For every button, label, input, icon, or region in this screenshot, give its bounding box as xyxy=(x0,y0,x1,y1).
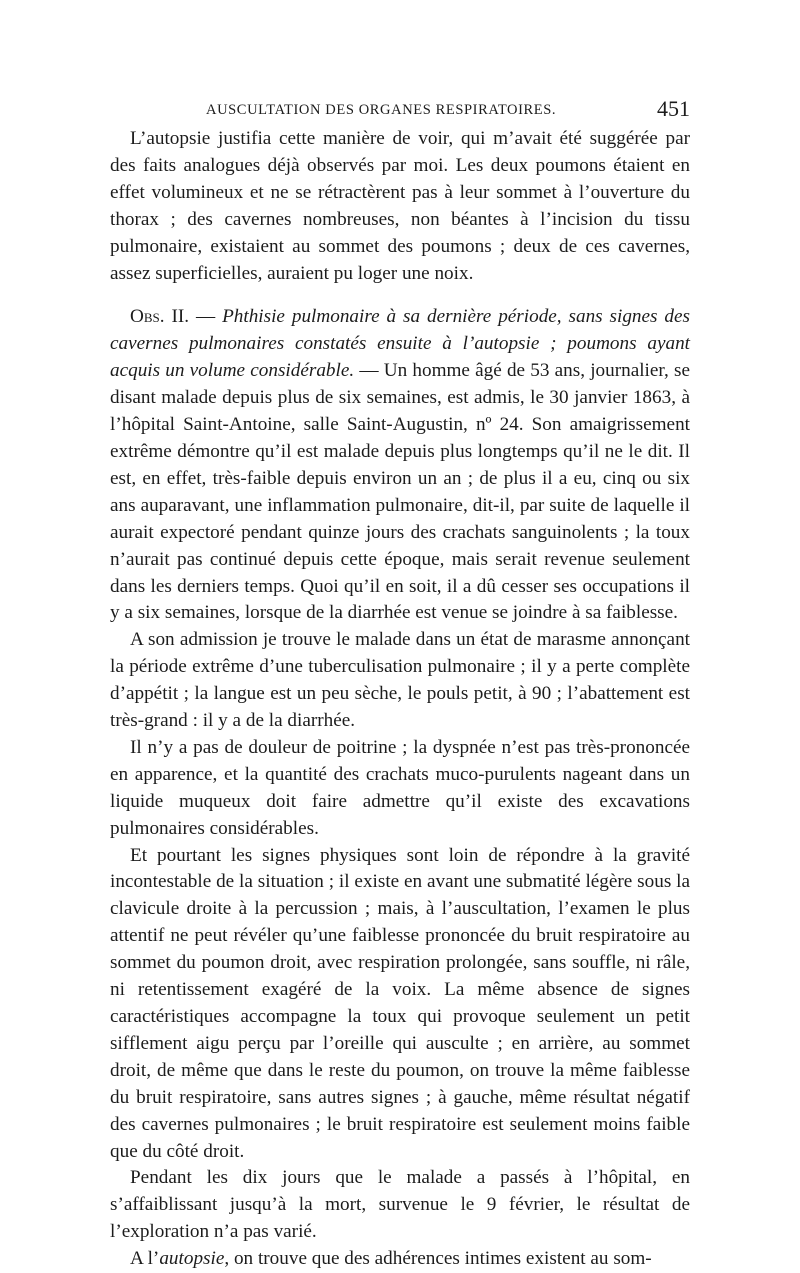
autopsy-word: autopsie xyxy=(159,1248,225,1270)
observation-title: Phthisie pulmonaire à sa dernière période, sans signes des cavernes pulmonaires constatés ensuite à l’autopsie ; poumons ayant acquis un volume considérable. xyxy=(110,306,690,382)
paragraph-hospital-stay: Pendant les dix jours que le malade a passés à l’hôpital, en s’affaiblissant jusqu’à la mort, survenue le 9 février, le résultat de l’exploration n’a pas varié. xyxy=(110,1167,690,1243)
paragraph-admission: A son admission je trouve le malade dans un état de marasme annonçant la période extrême d’une tuberculisation pulmonaire ; il y a perte complète d’appétit ; la langue est un peu sèche, le pouls petit, à 90 ; l’abattement est très-grand : il y a de la diarrhée. xyxy=(110,629,690,732)
book-page xyxy=(110,96,690,1273)
paragraph-symptoms: Il n’y a pas de douleur de poitrine ; la dyspnée n’est pas très-prononcée en apparence, et la quantité des crachats muco-purulents nageant dans un liquide muqueux doit faire admettre qu’il existe des excavations pulmonaires considérables. xyxy=(110,736,690,839)
paragraph-autopsy-confirmation: L’autopsie justifia cette manière de voir, qui m’avait été suggérée par des faits analogues déjà observés par moi. Les deux poumons étaient en effet volumineux et ne se rétractèrent pas à leur sommet à l’ouverture du thorax ; des cavernes nombreuses, non béantes à l’incision du tissu pulmonaire, existaient au sommet des poumons ; deux de ces cavernes, assez superficielles, auraient pu loger une noix. xyxy=(110,128,690,284)
autopsy-rest: , on trouve que des adhérences intimes existent au som- xyxy=(224,1248,652,1270)
running-title: AUSCULTATION DES ORGANES RESPIRATOIRES. xyxy=(206,102,557,118)
paragraph-autopsy xyxy=(110,1246,690,1273)
paragraph-physical-signs: Et pourtant les signes physiques sont loin de répondre à la gravité incontestable de la situation ; il existe en avant une submatité légère sous la clavicule droite à la percussion ; mais, à l’auscultation, l’examen le plus attentif ne peut révéler qu’une faiblesse prononcée du bruit respiratoire au sommet du poumon droit, avec respiration prolongée, sans souffle, ni râle, ni retentissement exagéré de la voix. La même absence de signes caractéristiques accompagne la toux qui provoque seulement un petit sifflement aigu perçu par l’oreille qui ausculte ; en arrière, au sommet droit, de même que dans le reste du poumon, on trouve la même faiblesse du bruit respiratoire, sans autres signes ; à gauche, même résultat négatif des cavernes pulmonaires ; le bruit respiratoire est seulement moins faible que du côté droit. xyxy=(110,844,690,1162)
observation-paragraph xyxy=(110,304,690,627)
page-number: 451 xyxy=(657,96,690,121)
running-header xyxy=(110,96,690,126)
observation-label: Obs. II. xyxy=(130,306,190,328)
autopsy-lead: A l’ xyxy=(130,1248,160,1270)
observation-text: — Un homme âgé de 53 ans, journalier, se disant malade depuis plus de six semaines, est admis, le 30 janvier 1863, à l’hôpital Saint-Antoine, salle Saint-Augustin, nº 24. Son amaigrissement extrême démontre qu’il est malade depuis plus longtemps qu’il ne le dit. Il est, en effet, très-faible depuis environ un an ; de plus il a eu, cinq ou six ans auparavant, une inflammation pulmonaire, dit-il, par suite de laquelle il aurait expectoré pendant quinze jours des crachats sanguinolents ; la toux n’aurait pas continué depuis cette époque, mais serait revenue seulement dans les derniers temps. Quoi qu’il en soit, il a dû cesser ses occupations il y a six semaines, lorsque de la diarrhée est venue se joindre à sa faiblesse. xyxy=(110,360,690,624)
observation-dash: — xyxy=(189,306,223,328)
